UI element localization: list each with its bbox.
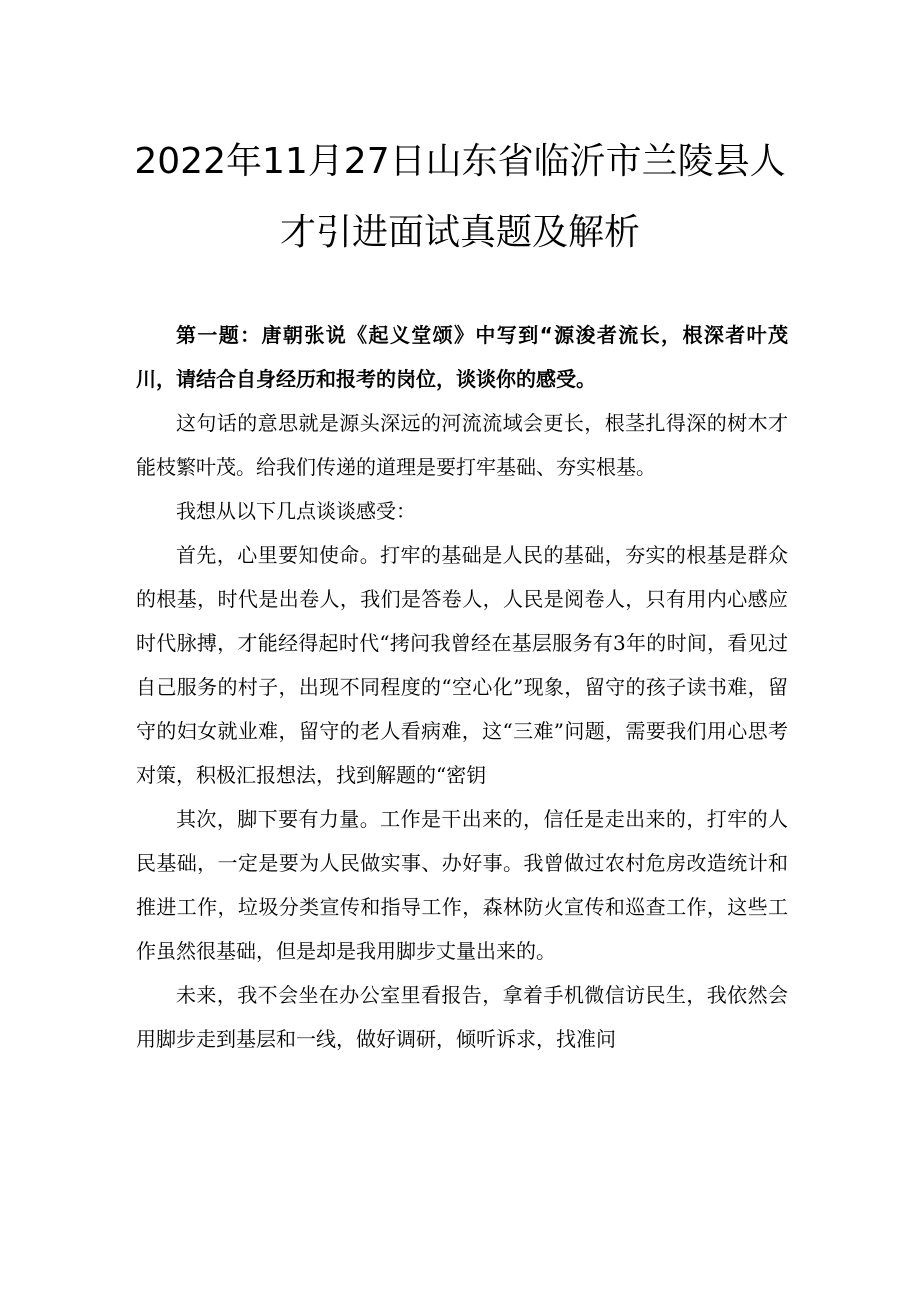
document-title-line-2: 才引进面试真题及解析	[279, 212, 640, 253]
question-paragraph: 第一题：唐朝张说《起义堂颂》中写到“源浚者流长，根深者叶茂川，请结合自身经历和报考的岗位，谈谈你的感受。	[136, 323, 788, 391]
answer-paragraph-first: 首先，心里要知使命。打牢的基础是人民的基础，夯实的根基是群众的根基，时代是出卷人，我们是答卷人，人民是阅卷人，只有用内心感应时代脉搏，才能经得起时代“拷问我曾经在基层服务有3年的时间，看见过自己服务的村子，出现不同程度的“空心化”现象，留守的孩子读书难，留守的妇女就业难，留守的老人看病难，这“三难”问题，需要我们用心思考对策，积极汇报想法，找到解题的“密钥	[136, 543, 788, 787]
document-title-line-1: 2022年11月27日山东省临沂市兰陵县人	[134, 141, 786, 182]
document-body	[136, 313, 788, 1061]
answer-paragraph-second: 其次，脚下要有力量。工作是干出来的，信任是走出来的，打牢的人民基础，一定是要为人民做实事、办好事。我曾做过农村危房改造统计和推进工作，垃圾分类宣传和指导工作，森林防火宣传和巡查工作，这些工作虽然很基础，但是却是我用脚步丈量出来的。	[136, 807, 788, 963]
answer-paragraph-intro: 我想从以下几点谈谈感受：	[176, 499, 416, 523]
answer-paragraph-future: 未来，我不会坐在办公室里看报告，拿着手机微信访民生，我依然会用脚步走到基层和一线，做好调研，倾听诉求，找准问	[136, 983, 788, 1051]
answer-paragraph-meaning: 这句话的意思就是源头深远的河流流域会更长，根茎扎得深的树木才能枝繁叶茂。给我们传递的道理是要打牢基础、夯实根基。	[136, 411, 788, 479]
